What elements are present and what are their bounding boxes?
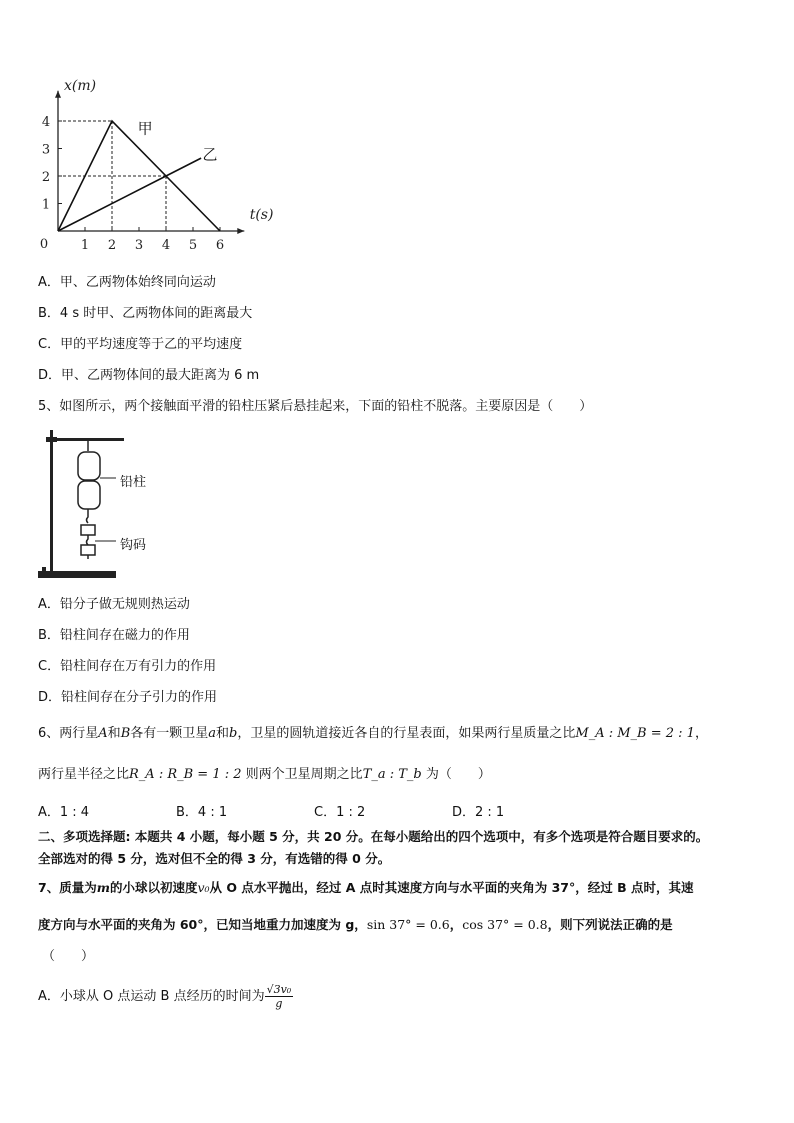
x-tick-label: 2 [107, 238, 117, 253]
x-tick-label: 3 [134, 238, 144, 253]
stand-arm [50, 438, 124, 441]
y-axis-label: x(m) [64, 78, 97, 94]
period-ratio: T_a : T_b [362, 767, 422, 782]
x-axis-label: t(s) [249, 207, 274, 223]
origin-label: 0 [39, 237, 49, 252]
q5-stem: 5、如图所示，两个接触面平滑的铅柱压紧后悬挂起来，下面的铅柱不脱落。主要原因是（ ） [38, 399, 593, 414]
q6-line-2: 两行星半径之比R_A : R_B = 1 : 2 则两个卫星周期之比T_a : T_b 为（ ） [38, 767, 491, 782]
lead-cylinder-figure [36, 425, 166, 583]
q6-line-1: 6、两行星A和B各有一颗卫星a和b，卫星的圆轨道接近各自的行星表面，如果两行星质量之比M_A : M_B = 2 : 1， [38, 726, 708, 741]
q5-option-b: B．铅柱间存在磁力的作用 [38, 628, 190, 643]
stand-base [38, 571, 116, 578]
cos-expression: cos 37° = 0.8 [462, 917, 548, 932]
q7-line-1: 7、质量为m的小球以初速度v₀从 O 点水平抛出，经过 A 点时其速度方向与水平面的夹角为 37°，经过 B 点时，其速 [38, 880, 694, 895]
y-tick-label: 2 [41, 170, 51, 185]
x-axis-arrow [237, 228, 244, 234]
q5-option-a: A．铅分子做无规则热运动 [38, 597, 190, 612]
hook-weight-label: 钩码 [120, 538, 147, 553]
mass-ratio: M_A : M_B = 2 : 1 [575, 726, 695, 741]
radius-ratio: R_A : R_B = 1 : 2 [129, 767, 242, 782]
q6-option-d: D．2 : 1 [452, 805, 505, 820]
series-jia-label: 甲 [137, 119, 153, 138]
q5-option-d: D．铅柱间存在分子引力的作用 [38, 690, 218, 705]
q7-option-a: A．小球从 O 点运动 B 点经历的时间为 $\frac{\text{√3v₀}}{g}$ [38, 983, 292, 1010]
q7-line-3: （ ） [42, 949, 95, 964]
q4-option-d: D．甲、乙两物体间的最大距离为 6 m [38, 368, 260, 383]
q7-line-2: 度方向与水平面的夹角为 60°，已知当地重力加速度为 g，sin 37° = 0.6，cos 37° = 0.8，则下列说法正确的是 [38, 917, 673, 932]
x-tick-label: 6 [215, 238, 225, 253]
q4-option-b: B．4 s 时甲、乙两物体间的距离最大 [38, 306, 253, 321]
q5-option-c: C．铅柱间存在万有引力的作用 [38, 659, 217, 674]
stand-pole [50, 430, 53, 572]
x-tick-label: 4 [161, 238, 171, 253]
y-tick-label: 4 [41, 115, 51, 130]
x-tick-label: 1 [80, 238, 90, 253]
hook-weight-2 [81, 545, 95, 555]
q6-option-a: A．1 : 4 [38, 805, 90, 820]
series-yi-label: 乙 [202, 145, 218, 164]
lead-cylinder-top [78, 452, 100, 480]
time-fraction: $\frac{\text{√3v₀}}{g}$ [266, 983, 292, 1010]
hook-weight-1 [81, 525, 95, 535]
q4-option-c: C．甲的平均速度等于乙的平均速度 [38, 337, 243, 352]
y-tick-label: 1 [41, 197, 51, 213]
section-2-heading-line-1: 二、多项选择题: 本题共 4 小题，每小题 5 分，共 20 分。在每小题给出的四个选项中，有多个选项是符合题目要求的。 [38, 829, 709, 844]
q4-option-a: A．甲、乙两物体始终同向运动 [38, 275, 216, 290]
sin-expression: sin 37° = 0.6 [366, 917, 450, 932]
section-2-heading-line-2: 全部选对的得 5 分，选对但不全的得 3 分，有选错的得 0 分。 [38, 851, 391, 866]
lead-cylinder-label: 铅柱 [120, 475, 147, 490]
x-tick-label: 5 [188, 238, 198, 253]
q6-option-c: C．1 : 2 [314, 805, 366, 820]
q6-option-b: B．4 : 1 [176, 805, 228, 820]
lead-cylinder-bottom [78, 481, 100, 509]
series-yi-line [58, 158, 201, 231]
y-tick-label: 3 [41, 142, 51, 158]
position-time-graph [30, 78, 290, 258]
y-axis-arrow [55, 91, 61, 98]
